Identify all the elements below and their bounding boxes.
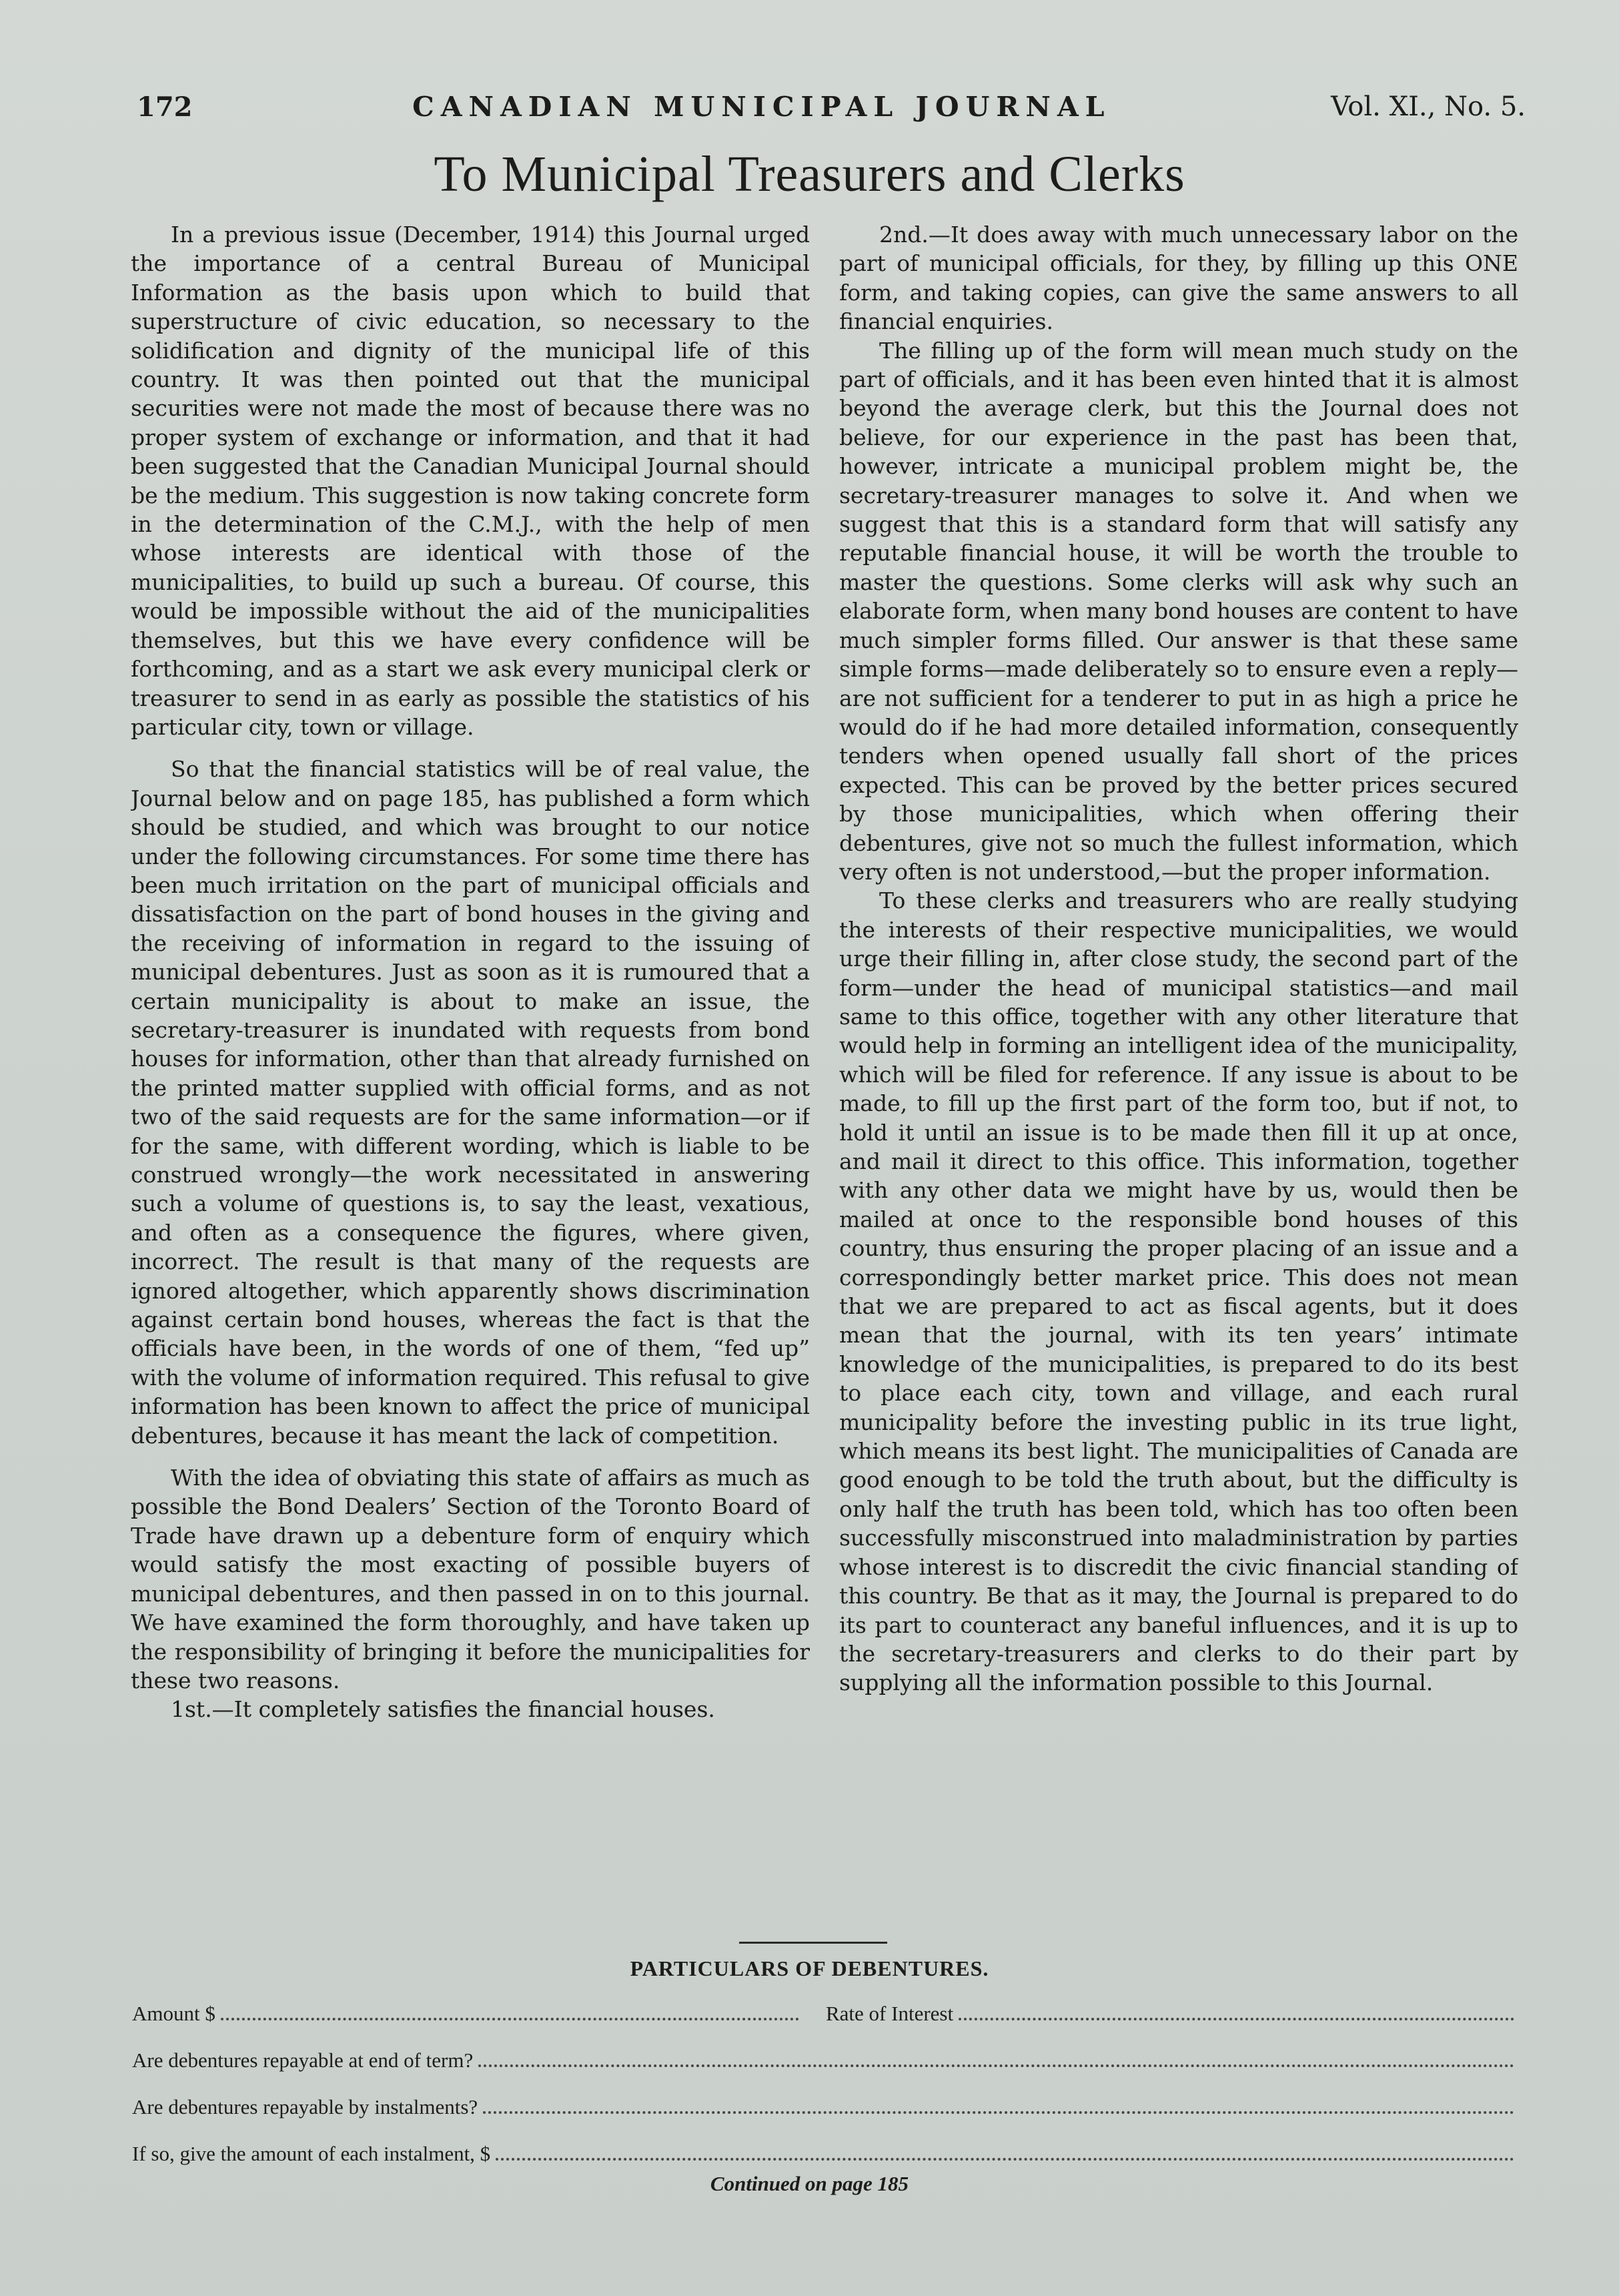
instalment-amount-label: If so, give the amount of each instalment, $ bbox=[132, 2142, 491, 2165]
amount-blank[interactable] bbox=[221, 2000, 799, 2020]
form-line-repayable-end[interactable] bbox=[132, 2047, 1514, 2076]
paragraph: The filling up of the form will mean much study on the part of officials, and it has been even hinted that it is almost beyond the average clerk, but this the Journal does not believe, for our experience in the past has been that, however, intricate a municipal problem might be, the secretary-treasurer manages to solve it. And when we suggest that this is a standard form that will satisfy any reputable financial house, it will be worth the trouble to master the questions. Some clerks will ask why such an elaborate form, when many bond houses are content to have much simpler forms filled. Our answer is that these same simple forms—made deliberately so to ensure even a reply—are not sufficient for a tenderer to put in as high a price he would do if he had more detailed information, consequently tenders when opened usually fall short of the prices expected. This can be proved by the better prices secured by those municipalities, which when offering their debentures, give not so much the fullest information, which very often is not understood,—but the proper information. bbox=[839, 337, 1518, 885]
rate-label: Rate of Interest bbox=[826, 2002, 954, 2025]
right-column bbox=[839, 220, 1518, 1928]
left-column bbox=[131, 220, 810, 1928]
paragraph: To these clerks and treasurers who are really studying the interests of their respective municipalities, we would urge their filling in, after close study, the second part of the form—under the head of municipal statistics—and mail same to this office, together with any other literature that would help in forming an intelligent idea of the municipality, which will be filed for reference. If any issue is about to be made, to fill up the first part of the form too, but if not, to hold it until an issue is to be made then fill it up at once, and mail it direct to this office. This information, together with any other data we might have by us, would then be mailed at once to the responsible bond houses of this country, thus ensuring the proper placing of an issue and a correspondingly better market price. This does not mean that we are prepared to act as fiscal agents, but it does mean that the journal, with its ten years’ intimate knowledge of the municipalities, is prepared to do its best to place each city, town and village, and each rural municipality before the investing public in its true light, which means its best light. The municipalities of Canada are good enough to be told the truth about, but the difficulty is only half the truth has been told, which has too often been successfully misconstrued into maladministration by parties whose interest is to discredit the civic financial standing of this country. Be that as it may, the Journal is prepared to do its part to counteract any baneful influences, and it is up to the secretary-treasurers and clerks to do their part by supplying all the information possible to this Journal. bbox=[839, 887, 1518, 1696]
form-line-split bbox=[132, 2000, 1514, 2026]
form-line-amount-rate bbox=[132, 2000, 1514, 2030]
paragraph: 1st.—It completely satisfies the financial houses. bbox=[171, 1696, 715, 1723]
section-divider bbox=[739, 1942, 887, 1944]
form-line-repayable-instalments[interactable] bbox=[132, 2094, 1514, 2123]
form-line-instalment-amount[interactable] bbox=[132, 2141, 1514, 2170]
paragraph: With the idea of obviating this state of affairs as much as possible the Bond Dealers’ Section of the Toronto Board of Trade have drawn up a debenture form of enquiry which would satisfy the most exacting of possible buyers of municipal debentures, and then passed in on to this journal. We have examined the form thoroughly, and have taken up the responsibility of bringing it before the municipalities for these two reasons. bbox=[131, 1465, 810, 1693]
rate-field[interactable] bbox=[826, 2000, 1514, 2026]
repayable-end-blank[interactable] bbox=[478, 2047, 1514, 2067]
repayable-end-label: Are debentures repayable at end of term? bbox=[132, 2048, 474, 2072]
journal-name: CANADIAN MUNICIPAL JOURNAL bbox=[412, 91, 1111, 123]
volume-number: Vol. XI., No. 5. bbox=[1331, 91, 1526, 122]
rate-blank[interactable] bbox=[959, 2000, 1514, 2020]
paragraph: So that the financial statistics will be of real value, the Journal below and on page 185, has published a form which should be studied, and which was brought to our notice under the following circumstances. For some time there has been much irritation on the part of municipal officials and dissatisfaction on the part of bond houses in the giving and the receiving of information in regard to the issuing of municipal debentures. Just as soon as it is rumoured that a certain municipality is about to make an issue, the secretary-treasurer is inundated with requests from bond houses for information, other than that already furnished on the printed matter supplied with official forms, and as not two of the said requests are for the same information—or if for the same, with different wording, which is liable to be construed wrongly—the work necessitated in answering such a volume of questions is, to say the least, vexatious, and often as a consequence the figures, where given, incorrect. The result is that many of the requests are ignored altogether, which apparently shows discrimination against certain bond houses, whereas the fact is that the officials have been, in the words of one of them, “fed up” with the volume of information required. This refusal to give information has been known to affect the price of municipal debentures, because it has meant the lack of competition. bbox=[131, 756, 810, 1449]
repayable-instalments-blank[interactable] bbox=[483, 2094, 1514, 2114]
repayable-instalments-label: Are debentures repayable by instalments? bbox=[132, 2095, 478, 2119]
page-number: 172 bbox=[137, 91, 193, 123]
amount-field[interactable] bbox=[132, 2000, 799, 2026]
article-title: To Municipal Treasurers and Clerks bbox=[434, 146, 1185, 202]
amount-label: Amount $ bbox=[132, 2002, 215, 2025]
article-body bbox=[131, 220, 1518, 1925]
paragraph: 2nd.—It does away with much unnecessary labor on the part of municipal officials, for they, by filling up this ONE form, and taking copies, can give the same answers to all financial enquiries. bbox=[839, 222, 1518, 335]
running-head bbox=[137, 87, 1526, 127]
paragraph: In a previous issue (December, 1914) this Journal urged the importance of a central Bureau of Municipal Information as the basis upon which to build that superstructure of civic education, so necessary to the solidification and dignity of the municipal life of this country. It was then pointed out that the municipal securities were not made the most of because there was no proper system of exchange or information, and that it had been suggested that the Canadian Municipal Journal should be the medium. This suggestion is now taking concrete form in the determination of the C.M.J., with the help of men whose interests are identical with those of the municipalities, to build up such a bureau. Of course, this would be impossible without the aid of the municipalities themselves, but this we have every confidence will be forthcoming, and as a start we ask every municipal clerk or treasurer to send in as early as possible the statistics of his particular city, town or village. bbox=[131, 222, 810, 740]
continued-note: Continued on page 185 bbox=[710, 2172, 909, 2195]
form-heading: PARTICULARS OF DEBENTURES. bbox=[630, 1956, 989, 1980]
instalment-amount-blank[interactable] bbox=[496, 2141, 1514, 2161]
